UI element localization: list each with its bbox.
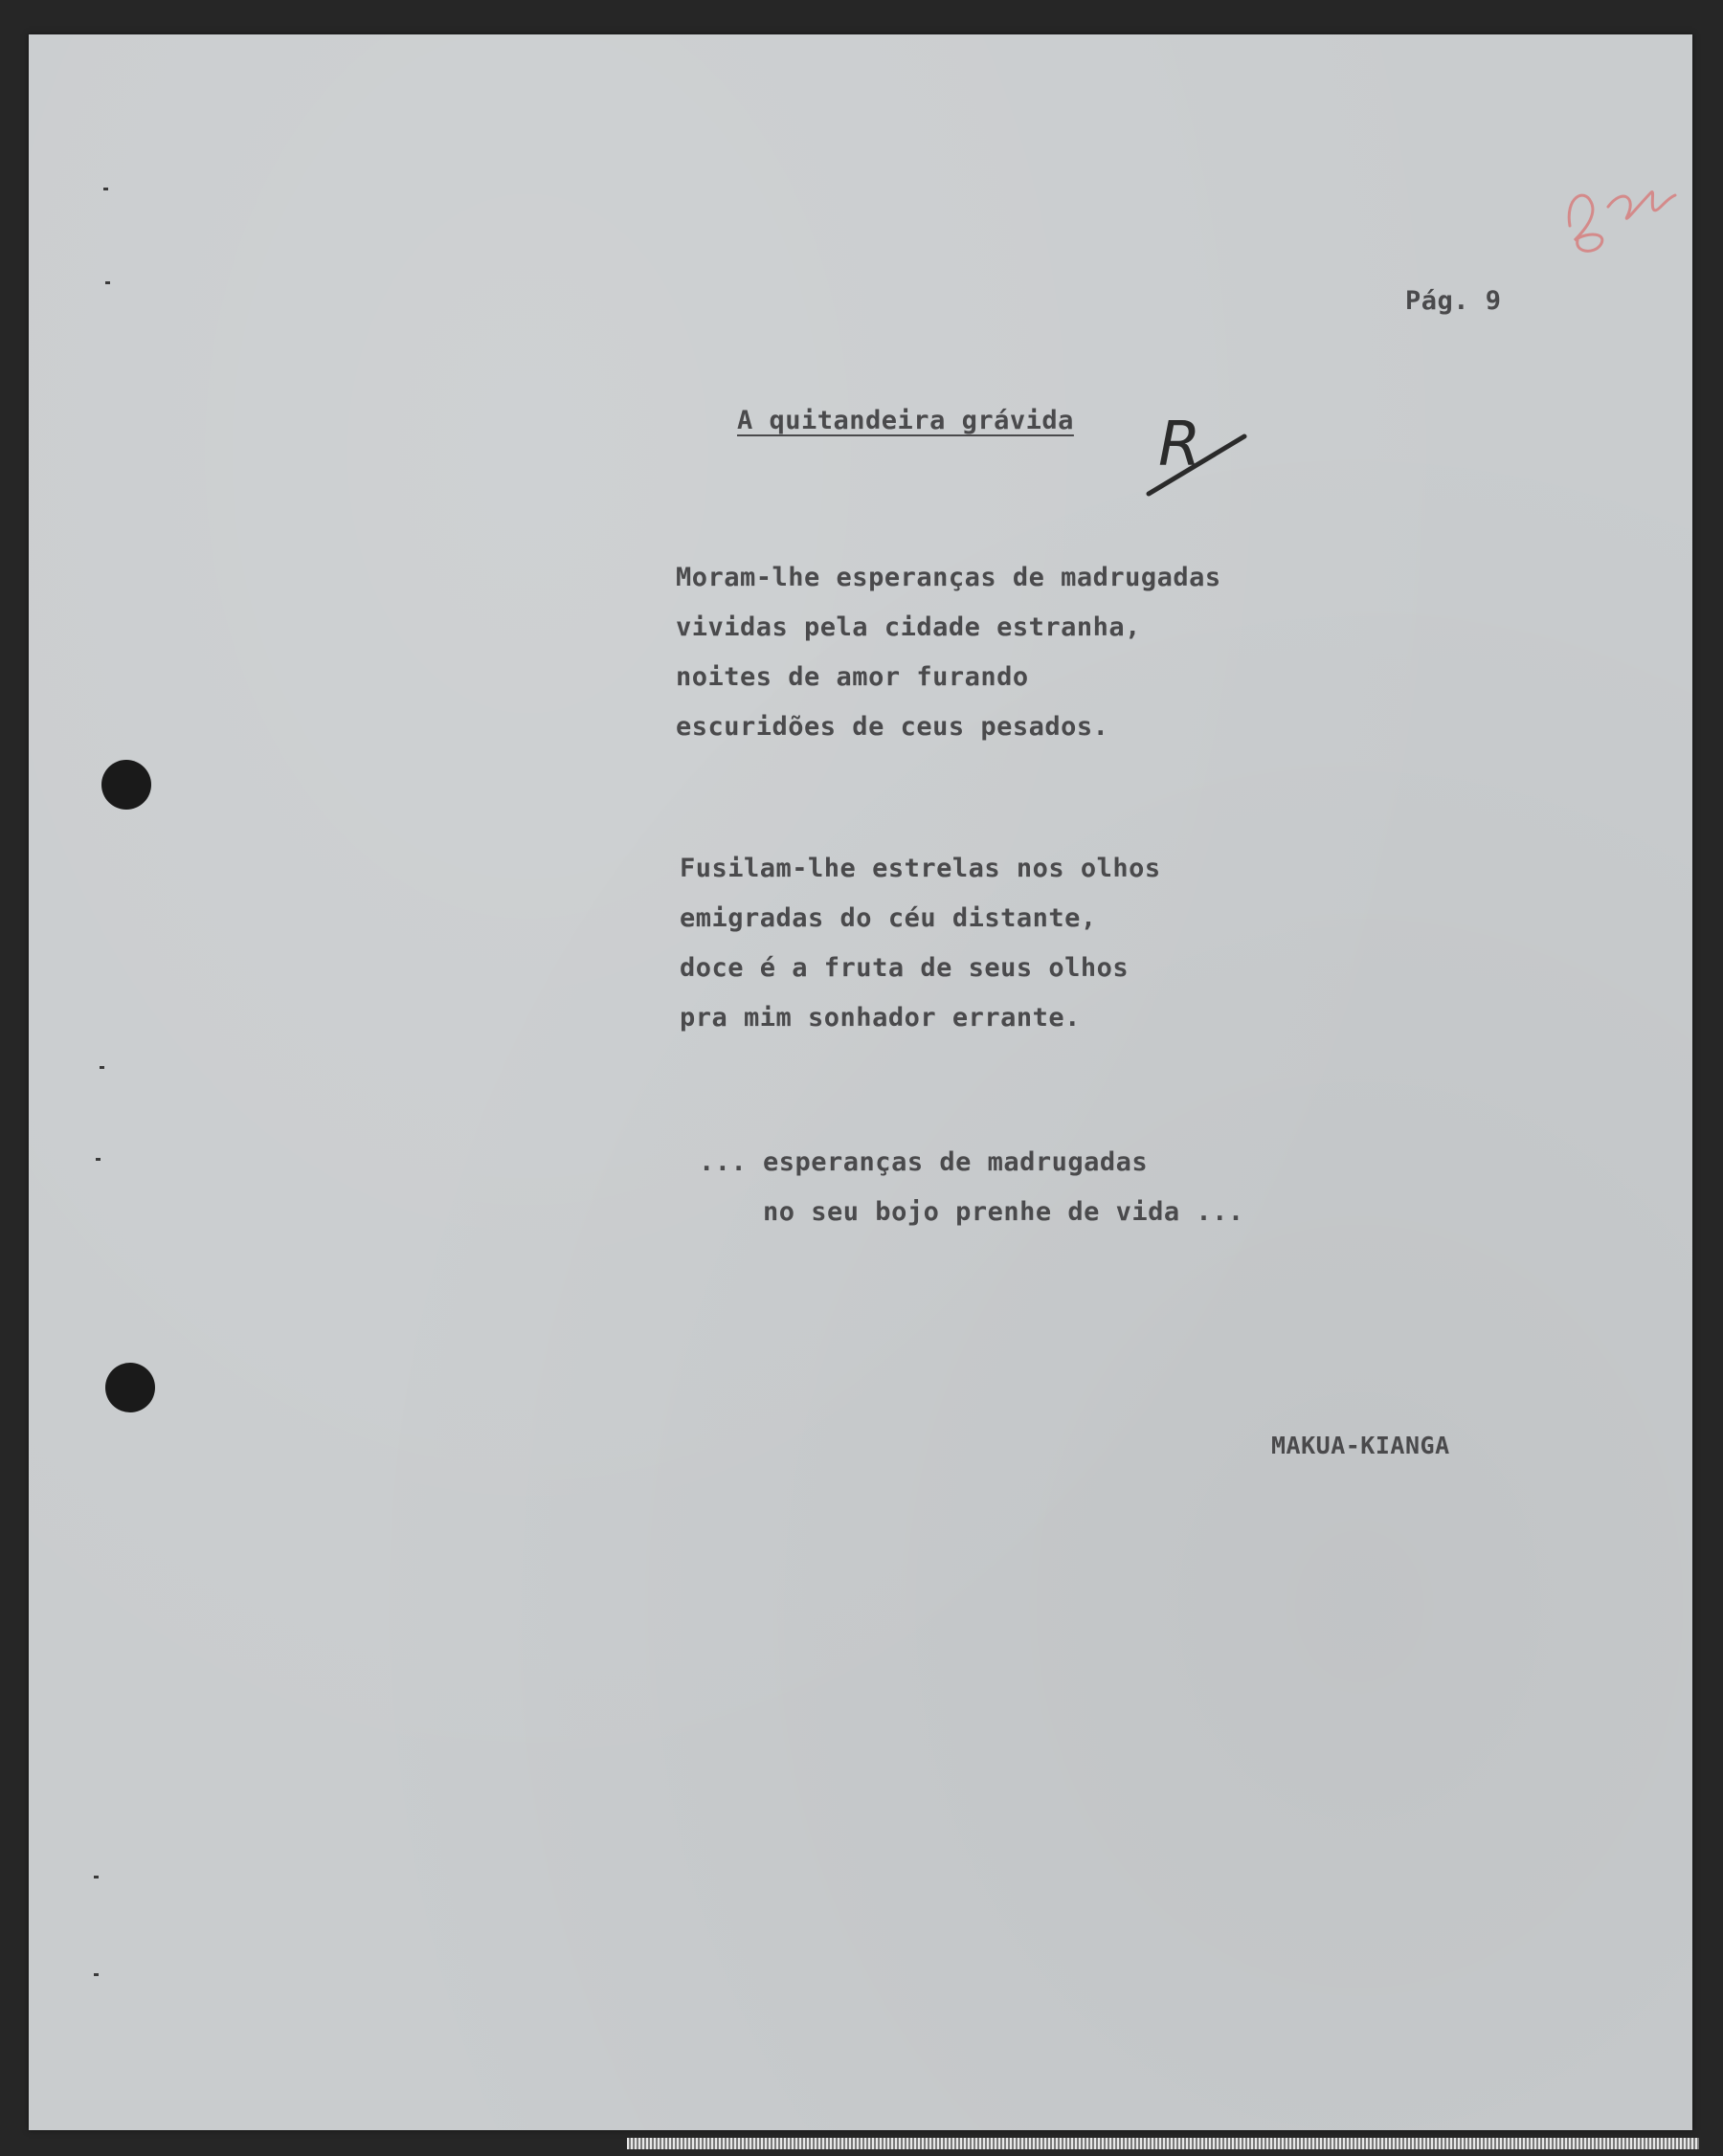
refrain-line: ... esperanças de madrugadas	[699, 1147, 1149, 1177]
margin-tick	[105, 281, 110, 284]
margin-tick	[94, 1876, 99, 1878]
scan-ruler	[627, 2138, 1699, 2149]
stanza-1	[676, 553, 1221, 752]
handwritten-r-letter: R	[1158, 410, 1201, 480]
paper-sheet	[29, 34, 1692, 2130]
stanza-line: vividas pela cidade estranha,	[676, 612, 1141, 642]
stanza-2	[680, 844, 1161, 1043]
margin-tick	[100, 1066, 104, 1069]
stanza-line: emigradas do céu distante,	[680, 903, 1097, 933]
margin-tick	[96, 1158, 101, 1161]
refrain-line: no seu bojo prenhe de vida ...	[699, 1197, 1244, 1227]
punch-hole	[105, 1363, 155, 1412]
stanza-line: noites de amor furando	[676, 662, 1029, 692]
page-number: Pág. 9	[1405, 286, 1502, 316]
stanza-line: Fusilam-lhe estrelas nos olhos	[680, 854, 1161, 883]
author-signature: MAKUA-KIANGA	[1271, 1432, 1450, 1459]
stanza-line: pra mim sonhador errante.	[680, 1003, 1081, 1033]
margin-tick	[103, 188, 108, 190]
poem-title: A quitandeira grávida	[737, 406, 1074, 435]
refrain	[699, 1138, 1244, 1237]
margin-tick	[94, 1973, 99, 1976]
stanza-line: doce é a fruta de seus olhos	[680, 953, 1130, 983]
punch-hole	[101, 760, 151, 810]
stanza-line: escuridões de ceus pesados.	[676, 712, 1109, 742]
handwritten-initials-stamp	[1532, 149, 1685, 274]
handwritten-r-mark	[1130, 398, 1273, 503]
stanza-line: Moram-lhe esperanças de madrugadas	[676, 563, 1221, 592]
